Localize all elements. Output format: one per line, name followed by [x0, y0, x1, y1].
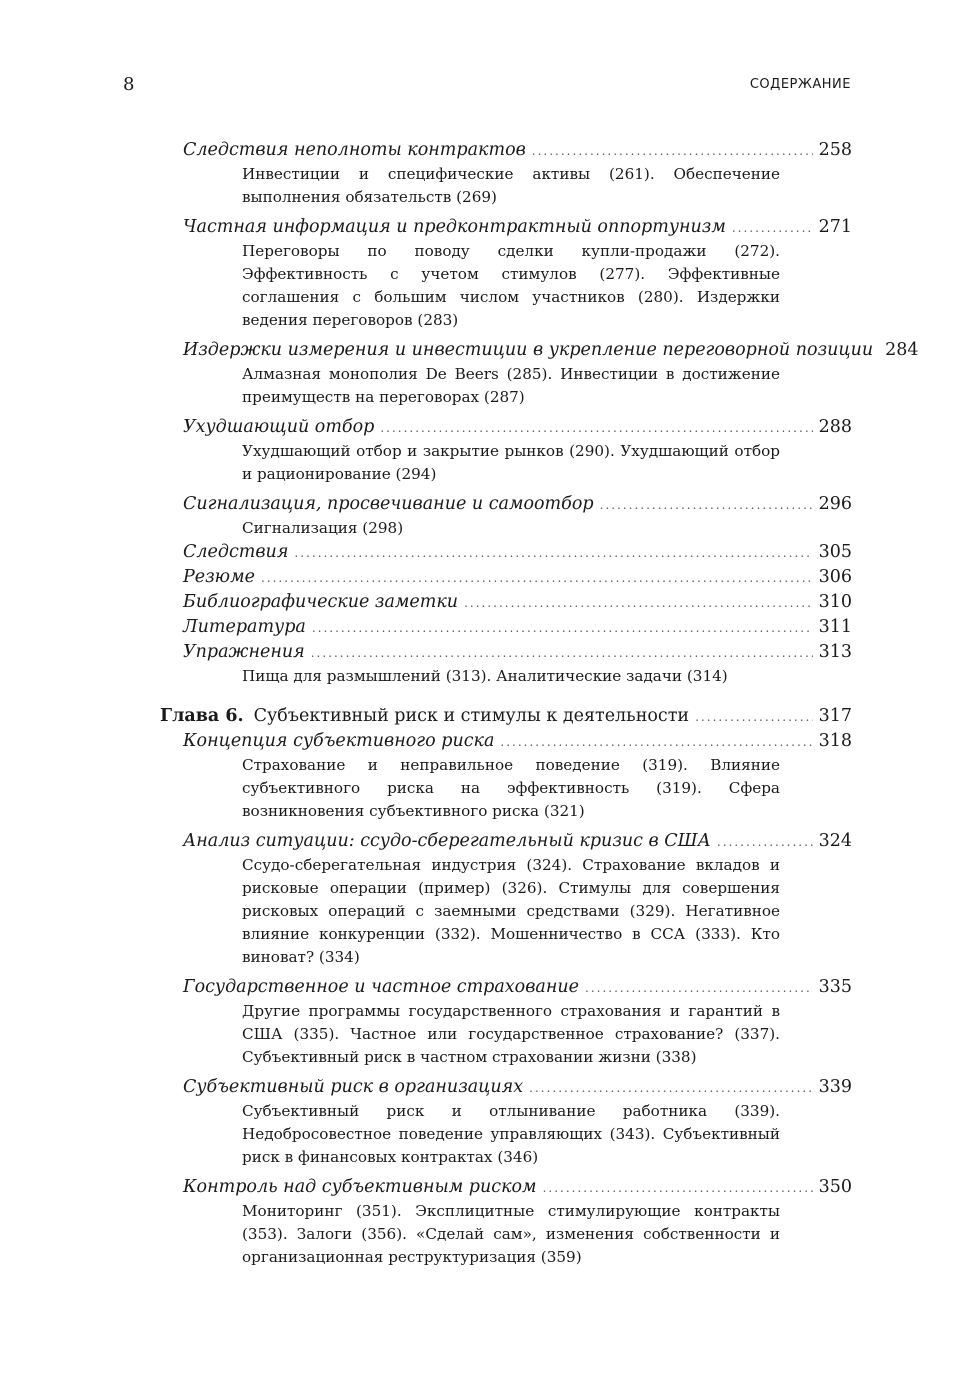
entry-page-number: 288 — [818, 417, 852, 437]
spacer — [160, 688, 852, 704]
toc-section-entry[interactable] — [160, 729, 852, 754]
dot-leader — [532, 139, 813, 164]
entry-subtopics: Алмазная монополия De Beers (285). Инвестиции в достижение преимуществ на переговорах (287) — [242, 365, 780, 406]
chapter-label: Глава 6. — [160, 706, 244, 726]
entry-page-number: 296 — [818, 494, 852, 514]
entry-title: Издержки измерения и инвестиции в укрепление переговорной позиции — [183, 340, 874, 360]
entry-title: Следствия — [183, 542, 289, 562]
entry-title: Субъективный риск в организациях — [183, 1077, 524, 1097]
entry-subtopics: Инвестиции и специфические активы (261). Обеспечение выполнения обязательств (269) — [242, 165, 780, 206]
dot-leader — [695, 705, 813, 730]
entry-page-number: 313 — [818, 642, 852, 662]
table-of-contents — [160, 138, 919, 1269]
dot-leader — [717, 830, 813, 855]
page-number: 8 — [123, 74, 135, 95]
toc-section-entry[interactable] — [160, 215, 852, 240]
toc-section-entry[interactable] — [160, 590, 852, 615]
entry-page-number: 284 — [885, 340, 919, 360]
dot-leader — [312, 616, 813, 641]
entry-page-number: 324 — [818, 831, 852, 851]
dot-leader — [732, 216, 813, 241]
entry-title: Библиографические заметки — [183, 592, 459, 612]
entry-title: Резюме — [183, 567, 255, 587]
toc-section-entry[interactable] — [160, 615, 852, 640]
toc-section-entry[interactable] — [160, 415, 852, 440]
entry-page-number: 339 — [818, 1077, 852, 1097]
dot-leader — [529, 1076, 812, 1101]
entry-subtopics: Субъективный риск и отлынивание работника (339). Недобросовестное поведение управляющих (343). Субъективный риск в финансовых контрактах (346) — [242, 1102, 780, 1166]
dot-leader — [500, 730, 812, 755]
entry-page-number: 350 — [818, 1177, 852, 1197]
toc-section-entry[interactable] — [160, 565, 852, 590]
entry-title: Контроль над субъективным риском — [183, 1177, 537, 1197]
toc-section-entry[interactable] — [160, 338, 919, 363]
entry-title: Государственное и частное страхование — [183, 977, 579, 997]
entry-page-number: 335 — [818, 977, 852, 997]
toc-section-entry[interactable] — [160, 975, 852, 1000]
dot-leader — [261, 566, 813, 591]
entry-subtopics: Мониторинг (351). Эксплицитные стимулирующие контракты (353). Залоги (356). «Сделай сам», изменения собственности и организационная реструктуризация (359) — [242, 1202, 780, 1266]
dot-leader — [543, 1176, 813, 1201]
entry-page-number: 258 — [818, 140, 852, 160]
entry-title: Следствия неполноты контрактов — [183, 140, 526, 160]
toc-section-entry[interactable] — [160, 492, 852, 517]
toc-section-entry[interactable] — [160, 540, 852, 565]
toc-section-entry[interactable] — [160, 1075, 852, 1100]
entry-page-number: 318 — [818, 731, 852, 751]
entry-page-number: 271 — [818, 217, 852, 237]
entry-page-number: 311 — [818, 617, 852, 637]
entry-subtopics: Страхование и неправильное поведение (319). Влияние субъективного риска на эффективность (319). Сфера возникновения субъективного риска (321) — [242, 756, 780, 820]
dot-leader — [294, 541, 812, 566]
running-title: СОДЕРЖАНИЕ — [749, 77, 851, 92]
entry-title: Субъективный риск и стимулы к деятельности — [253, 706, 690, 726]
dot-leader — [464, 591, 813, 616]
entry-page-number: 305 — [818, 542, 852, 562]
toc-section-entry[interactable] — [160, 829, 852, 854]
dot-leader — [380, 416, 812, 441]
entry-title: Анализ ситуации: ссудо-сберегательный кризис в США — [183, 831, 711, 851]
entry-subtopics: Сигнализация (298) — [242, 519, 404, 537]
entry-subtopics: Переговоры по поводу сделки купли-продажи (272). Эффективность с учетом стимулов (277). Эффективные соглашения с большим числом участников (280). Издержки ведения переговоров (283) — [242, 242, 780, 329]
toc-chapter-entry[interactable] — [160, 704, 852, 729]
entry-subtopics: Другие программы государственного страхования и гарантий в США (335). Частное или государственное страхование? (337). Субъективный риск в частном страховании жизни (338) — [242, 1002, 780, 1066]
dot-leader — [585, 976, 813, 1001]
entry-title: Сигнализация, просвечивание и самоотбор — [183, 494, 594, 514]
entry-title: Упражнения — [183, 642, 305, 662]
entry-page-number: 310 — [818, 592, 852, 612]
toc-section-entry[interactable] — [160, 1175, 852, 1200]
entry-title: Литература — [183, 617, 306, 637]
entry-subtopics: Ссудо-сберегательная индустрия (324). Страхование вкладов и рисковые операции (пример) (326). Стимулы для совершения рисковых операций с заемными средствами (329). Негативное влияние конкуренции (332). Мошенничество в ССА (333). Кто виноват? (334) — [242, 856, 780, 966]
toc-section-entry[interactable] — [160, 138, 852, 163]
dot-leader — [600, 493, 813, 518]
dot-leader — [311, 641, 813, 666]
entry-title: Концепция субъективного риска — [183, 731, 495, 751]
toc-section-entry[interactable] — [160, 640, 852, 665]
entry-title: Ухудшающий отбор — [183, 417, 375, 437]
entry-page-number: 306 — [818, 567, 852, 587]
entry-subtopics: Ухудшающий отбор и закрытие рынков (290). Ухудшающий отбор и рационирование (294) — [242, 442, 780, 483]
entry-subtopics: Пища для размышлений (313). Аналитические задачи (314) — [242, 667, 728, 685]
entry-title: Частная информация и предконтрактный оппортунизм — [183, 217, 726, 237]
entry-page-number: 317 — [818, 706, 852, 726]
